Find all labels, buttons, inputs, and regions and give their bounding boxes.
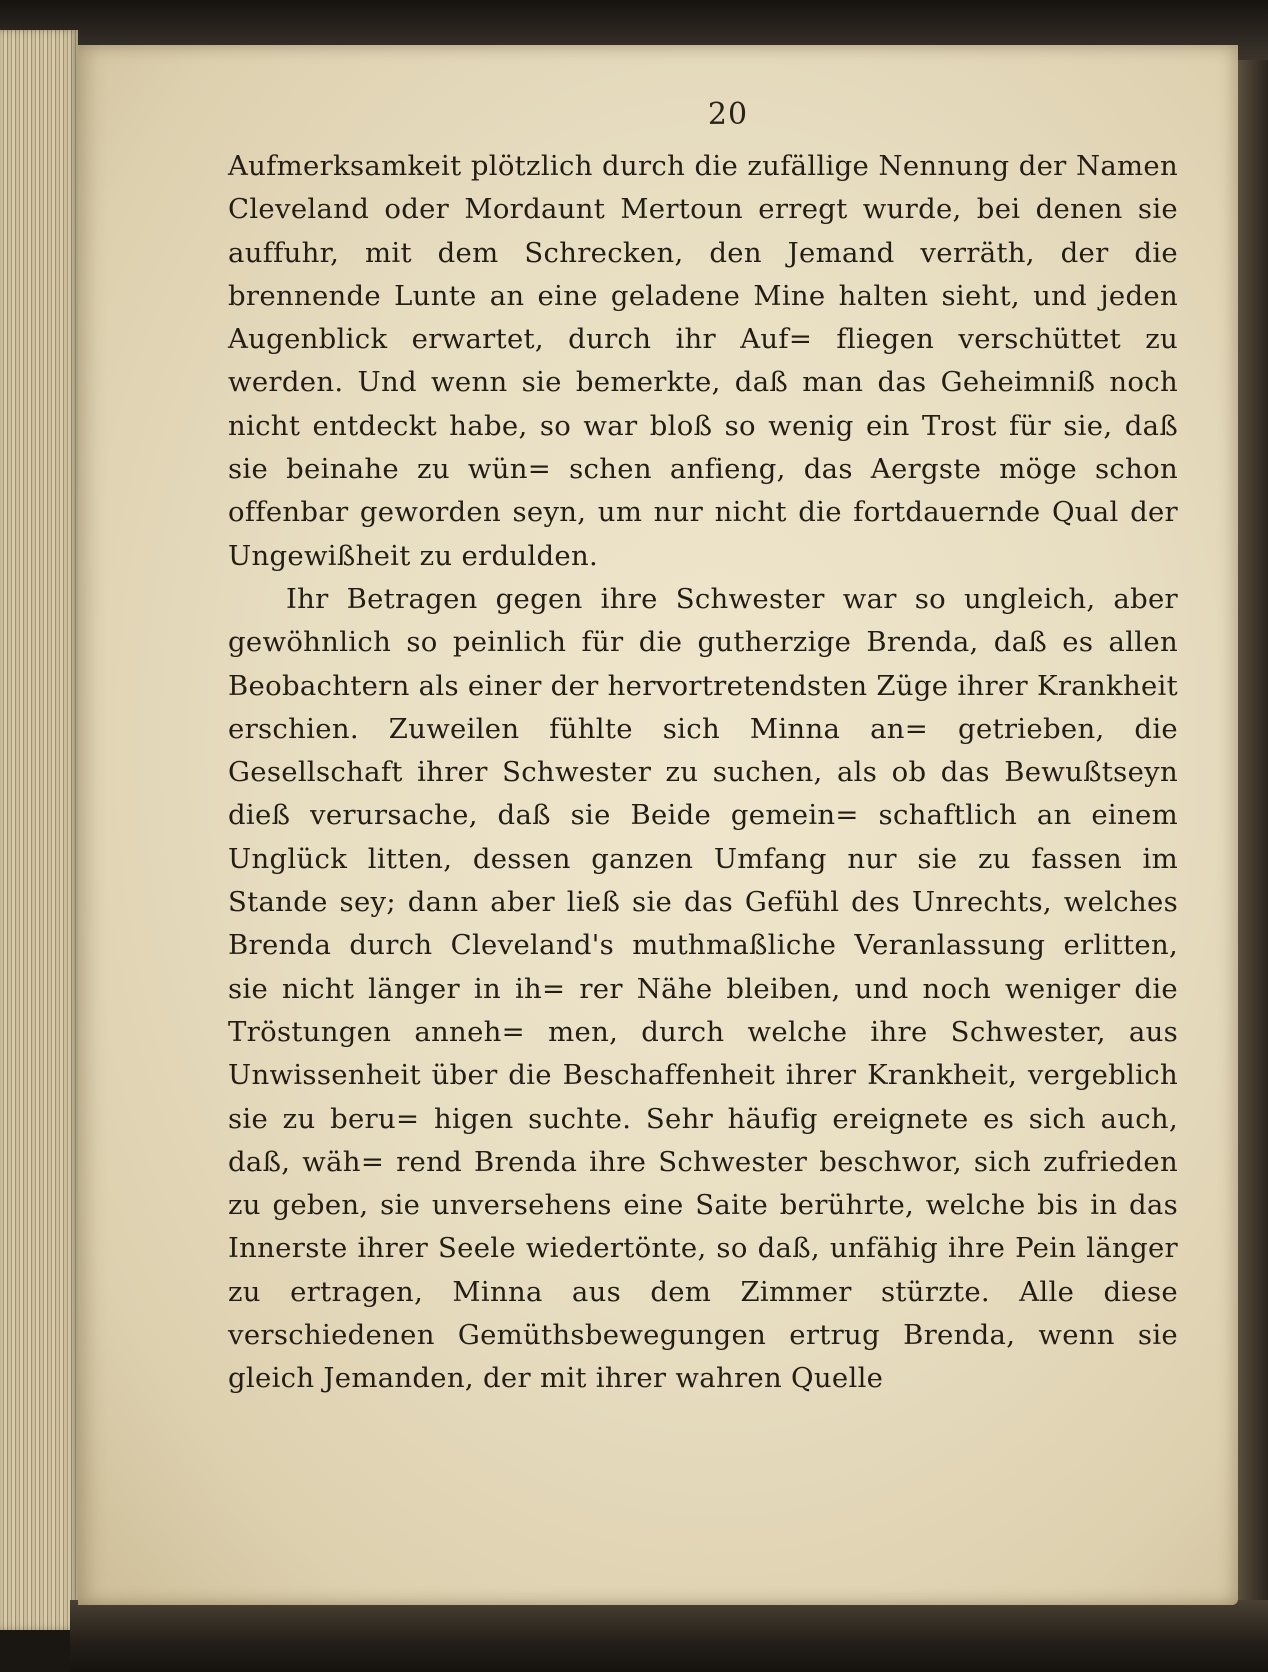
- paragraph-2: Ihr Betragen gegen ihre Schwester war so ungleich, aber gewöhnlich so peinlich für die gutherzige Brenda, daß es allen Beobachtern als einer der hervortretendsten Züge ihrer Krankheit erschien. Zuweilen fühlte sich Minna an= getrieben, die Gesellschaft ihrer Schwester zu suchen, als ob das Bewußtseyn dieß verursache, daß sie Beide gemein= schaftlich an einem Unglück litten, dessen ganzen Umfang nur sie zu fassen im Stande sey; dann aber ließ sie das Gefühl des Unrechts, welches Brenda durch Cleveland's muthmaßliche Veranlassung erlitten, sie nicht länger in ih= rer Nähe bleiben, und noch weniger die Tröstungen anneh= men, durch welche ihre Schwester, aus Unwissenheit über die Beschaffenheit ihrer Krankheit, vergeblich sie zu beru= higen suchte. Sehr häufig ereignete es sich auch, daß, wäh= rend Brenda ihre Schwester beschwor, sich zufrieden zu geben, sie unversehens eine Saite berührte, welche bis in das Innerste ihrer Seele wiedertönte, so daß, unfähig ihre Pein länger zu ertragen, Minna aus dem Zimmer stürzte. Alle diese verschiedenen Gemüthsbewegungen ertrug Brenda, wenn sie gleich Jemanden, der mit ihrer wahren Quelle: [228, 582, 1178, 1395]
- page-text: [228, 145, 1178, 1401]
- page-stack-left: [0, 30, 78, 1630]
- paragraph-1: Aufmerksamkeit plötzlich durch die zufällige Nennung der Namen Cleveland oder Mordaunt Mertoun erregt wurde, bei denen sie auffuhr, mit dem Schrecken, den Jemand verräth, der die brennende Lunte an eine geladene Mine halten sieht, und jeden Augenblick erwartet, durch ihr Auf= fliegen verschüttet zu werden. Und wenn sie bemerkte, daß man das Geheimniß noch nicht entdeckt habe, so war bloß so wenig ein Trost für sie, daß sie beinahe zu wün= schen anfieng, das Aergste möge schon offenbar geworden seyn, um nur nicht die fortdauernde Qual der Ungewißheit zu erdulden.: [228, 150, 1178, 572]
- page-number: 20: [707, 97, 749, 132]
- book-page: [78, 45, 1238, 1605]
- book-bottom-edge: [70, 1600, 1268, 1672]
